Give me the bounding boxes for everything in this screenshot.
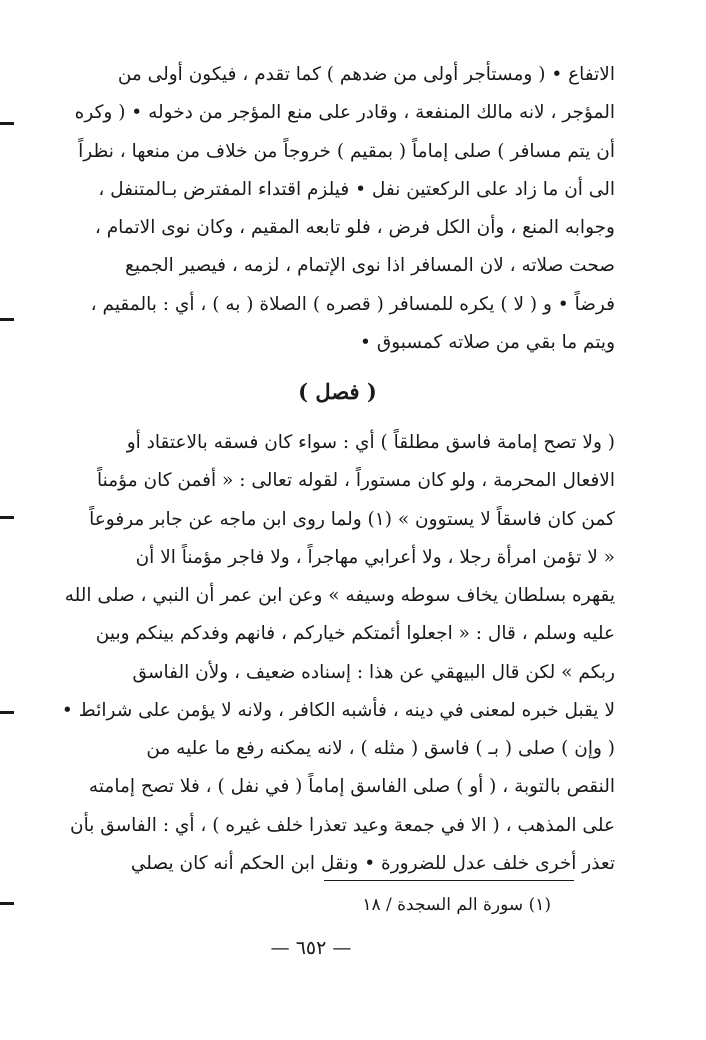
paragraph-1 bbox=[60, 56, 615, 362]
paragraph-2 bbox=[60, 424, 615, 730]
footnote-divider bbox=[324, 880, 574, 881]
text-line: كمن كان فاسقاً لا يستوون » (١) ولما روى ابن ماجه عن جابر مرفوعاً bbox=[89, 508, 615, 530]
text-line: فرضاً • و ( لا ) يكره للمسافر ( قصره ) الصلاة ( به ) ، أي : بالمقيم ، bbox=[90, 293, 615, 315]
scan-edge-mark bbox=[0, 516, 14, 519]
text-line: يقهره بسلطان يخاف سوطه وسيفه » وعن ابن عمر أن النبي ، صلى الله bbox=[64, 585, 615, 607]
section-heading: ( فصل ) bbox=[298, 379, 377, 404]
footnote: (١) سورة الم السجدة / ١٨ bbox=[362, 895, 551, 915]
text-line: « لا تؤمن امرأة رجلا ، ولا أعرابي مهاجراً ، ولا فاجر مؤمناً الا أن bbox=[135, 546, 615, 568]
text-line: تعذر أخرى خلف عدل للضرورة • ونقل ابن الحكم أنه كان يصلي bbox=[130, 852, 615, 874]
text-line: صحت صلاته ، لان المسافر اذا نوى الإتمام ، لزمه ، فيصير الجميع bbox=[124, 255, 615, 277]
scan-edge-mark bbox=[0, 902, 14, 905]
text-line: وجوابه المنع ، وأن الكل فرض ، فلو تابعه المقيم ، وكان نوى الاتمام ، bbox=[94, 217, 615, 239]
text-line: عليه وسلم ، قال : « اجعلوا أئمتكم خياركم ، فانهم وفدكم بينكم وبين bbox=[95, 623, 615, 645]
text-line: ( وإن ) صلى ( بـ ) فاسق ( مثله ) ، لانه يمكنه رفع ما عليه من bbox=[146, 738, 615, 759]
text-line: ربكم » لكن قال البيهقي عن هذا : إسناده ضعيف ، ولأن الفاسق bbox=[132, 661, 615, 683]
scan-edge-mark bbox=[0, 711, 14, 714]
text-line: لا يقبل خبره لمعنى في دينه ، فأشبه الكافر ، ولانه لا يؤمن على شرائط • bbox=[61, 700, 615, 722]
text-line: الاتفاع • ( ومستأجر أولى من ضدهم ) كما تقدم ، فيكون أولى من bbox=[117, 64, 615, 85]
text-line: أن يتم مسافر ) صلى إماماً ( بمقيم ) خروجاً من خلاف من منعها ، نظراً bbox=[78, 140, 615, 162]
text-line: الى أن ما زاد على الركعتين نفل • فيلزم اقتداء المفترض بـالمتنفل ، bbox=[98, 178, 615, 200]
text-line: ( ولا تصح إمامة فاسق مطلقاً ) أي : سواء كان فسقه بالاعتقاد أو bbox=[126, 432, 615, 453]
page-number: — ٦٥٢ — bbox=[270, 937, 352, 959]
scan-edge-mark bbox=[0, 318, 14, 321]
text-line: على المذهب ، ( الا في جمعة وعيد تعذرا خلف غيره ) ، أي : الفاسق بأن bbox=[69, 814, 615, 836]
text-line: المؤجر ، لانه مالك المنفعة ، وقادر على منع المؤجر من دخوله • ( وكره bbox=[74, 102, 615, 124]
text-line: ويتم ما بقي من صلاته كمسبوق • bbox=[360, 332, 615, 354]
scan-edge-mark bbox=[0, 122, 14, 125]
text-line: النقص بالتوبة ، ( أو ) صلى الفاسق إماماً ( في نفل ) ، فلا تصح إمامته bbox=[88, 776, 615, 798]
paragraph-3 bbox=[60, 730, 615, 883]
text-line: الافعال المحرمة ، ولو كان مستوراً ، لقوله تعالى : « أفمن كان مؤمناً bbox=[97, 470, 615, 492]
